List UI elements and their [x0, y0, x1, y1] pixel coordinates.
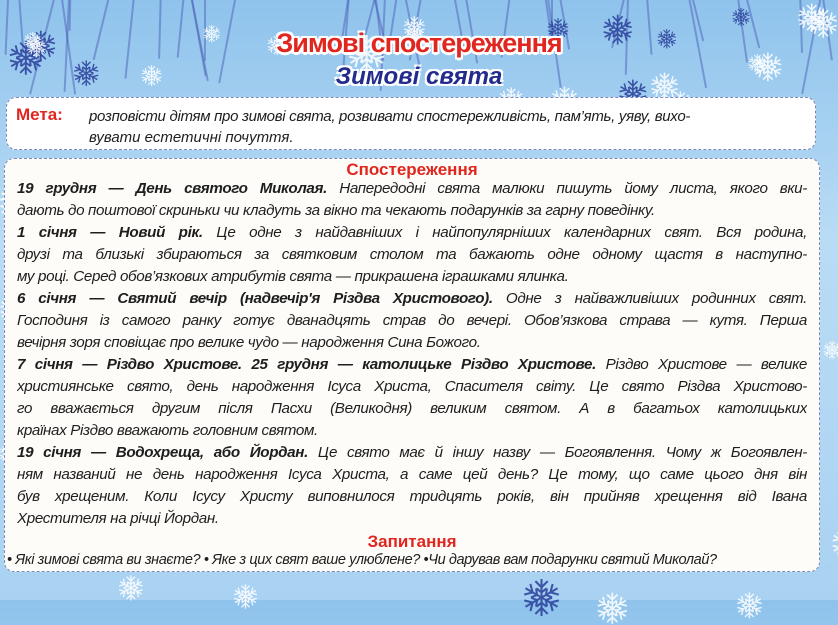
text-line	[17, 508, 807, 530]
questions-text: • Які зимові свята ви знаєте? • Яке з цих свят ваше улюблене? •Чи дарував вам подарунки святий Миколай?	[7, 552, 717, 568]
text-segment: Напередодні свята малюки пишуть йому листа, якого вки-	[326, 180, 807, 197]
snowflake-icon	[117, 574, 145, 602]
text-line	[17, 376, 807, 398]
text-line	[17, 200, 807, 222]
snowflake-icon	[521, 577, 562, 618]
text-segment: ням названий не день народження Ісуса Христа, а саме цей день? Це тому, що саме цього дня він	[17, 466, 807, 483]
goal-box	[6, 97, 816, 150]
text-segment: друзі та близькі збираються за святковим столом та бажають одне одному щастя в наступно-	[17, 246, 807, 263]
text-line	[17, 354, 807, 376]
text-line	[17, 420, 807, 442]
holiday-date-title: 19 грудня — День святого Миколая.	[17, 180, 327, 197]
text-line	[17, 244, 807, 266]
observations-box	[4, 158, 820, 572]
text-segment: го вважається другим після Пасхи (Великодня) великим святом. А в багатьох католицьких	[17, 400, 807, 417]
text-segment: Хрестителя на річці Йордан.	[17, 510, 219, 527]
text-segment: Це одне з найдавніших і найпопулярніших календарних свят. Вся родина,	[202, 224, 807, 241]
text-line	[17, 332, 807, 354]
holiday-date-title: 7 січня — Різдво Христове. 25 грудня — католицьке Різдво Христове.	[17, 356, 596, 373]
text-line	[17, 178, 807, 200]
snowflake-icon	[822, 340, 838, 360]
text-line	[17, 310, 807, 332]
text-segment: Одне з найважливіших родинних свят.	[492, 290, 807, 307]
text-segment: християнське свято, день народження Ісуса Христа, Спасителя світу. Це свято Різдва Христово-	[17, 378, 807, 395]
observations-heading: Спостереження	[346, 160, 478, 179]
text-segment: Господиня із самого ранку готує дванадцять страв до вечері. Обов’язкова страва — кутя. Перша	[17, 312, 807, 329]
holiday-date-title: 19 січня — Водохреща, або Йордан.	[17, 444, 308, 461]
snowflake-icon	[735, 591, 764, 620]
page-title: Зимові спостереження	[276, 28, 562, 58]
snowflake-icon	[731, 7, 751, 27]
page-subtitle: Зимові свята	[335, 63, 503, 90]
text-line	[17, 266, 807, 288]
text-line	[17, 222, 807, 244]
text-segment: дають до поштової скриньки чи кладуть за вікно та чекають подарунків за гарну поведінку.	[17, 202, 655, 219]
text-segment: вечірня зоря сповіщає про велике чудо — народження Сина Божого.	[17, 334, 481, 351]
text-line	[17, 464, 807, 486]
text-line	[17, 486, 807, 508]
observations-text	[17, 178, 807, 530]
text-line	[17, 398, 807, 420]
text-line	[17, 442, 807, 464]
snowflake-icon	[595, 591, 630, 625]
goal-label: Мета:	[16, 105, 63, 124]
text-segment: був хрещеним. Коли Ісусу Христу виповнилося тридцять років, він прийняв хрещення від Івана	[17, 488, 807, 505]
goal-text	[89, 106, 805, 148]
text-segment: країнах Різдво вважають головним святом.	[17, 422, 318, 439]
icicle-streak	[68, 0, 71, 31]
questions-heading: Запитання	[367, 532, 457, 551]
text-segment: му році. Серед обов’язкових атрибутів свята — прикрашена іграшками ялинка.	[17, 268, 569, 285]
goal-line: вувати естетичні почуття.	[89, 129, 294, 146]
text-line	[17, 288, 807, 310]
snowflake-icon	[830, 526, 838, 561]
snowflake-icon	[232, 583, 259, 610]
text-segment: Різдво Христове — велике	[595, 356, 807, 373]
holiday-date-title: 6 січня — Святий вечір (надвечір'я Різдва Христового).	[17, 290, 493, 307]
text-segment: Це свято має й іншу назву — Богоявлення. Чому ж Богоявлен-	[307, 444, 807, 461]
holiday-date-title: 1 січня — Новий рік.	[17, 224, 203, 241]
goal-line: розповісти дітям про зимові свята, розвивати спостережливість, пам’ять, уяву, вихо-	[89, 108, 691, 125]
